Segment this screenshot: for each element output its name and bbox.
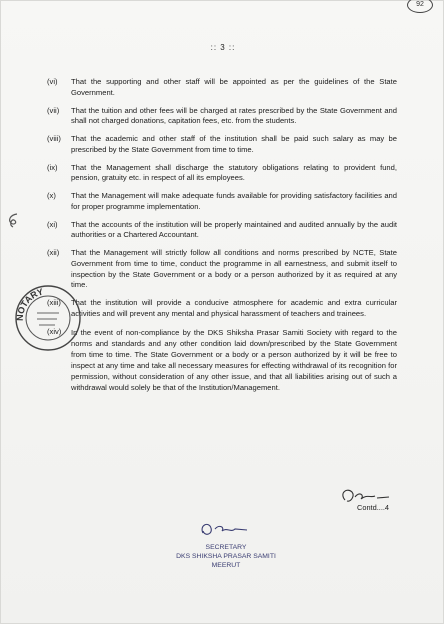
item-number: (ix): [47, 162, 58, 172]
item-number: (xii): [47, 248, 60, 258]
continued-note: Contd....4: [357, 503, 390, 512]
page-number: :: 3 ::: [210, 43, 236, 52]
item-number: (xiv): [47, 326, 62, 336]
corner-page-number: 92: [407, 0, 433, 13]
list-item: [47, 134, 397, 155]
secretary-title: SECRETARY: [205, 544, 247, 551]
item-text: That the academic and other staff of the institution shall be paid such salary as may be prescribed by the State Government from time to time.: [71, 134, 397, 154]
item-text: That the Management shall discharge the statutory obligations relating to provident fund, pension, gratuity etc. in respect of all its employees.: [71, 162, 397, 183]
list-item: [47, 220, 397, 241]
conditions-list: [47, 77, 397, 400]
signature-secretary: [197, 519, 251, 541]
item-text: That the supporting and other staff will be appointed as per the guidelines of the State Government.: [71, 77, 397, 97]
item-text: That the accounts of the institution will be properly maintained and audited annually by the audit authorities or a Chartered Accountant.: [71, 219, 397, 240]
list-item: [47, 298, 397, 319]
list-item: [47, 248, 397, 290]
item-text: That the Management will strictly follow all conditions and norms prescribed by NCTE, State Government from time to time, conduct the programme in all earnestness, and submit itself to inspection by the State Government or a body or a person authorized by it as required at any time.: [71, 248, 397, 290]
notary-stamp: [13, 283, 83, 353]
secretary-city: MEERUT: [211, 562, 241, 569]
secretary-org: DKS SHIKSHA PRASAR SAMITI: [176, 553, 276, 560]
svg-text:NOTARY: [15, 286, 45, 321]
stamp-text: NOTARY: [14, 286, 45, 322]
item-text: In the event of non-compliance by the DKS Shiksha Prasar Samiti Society with regard to the norms and standards and any other condition laid down/prescribed by the State Government from time to time. The State Government or a body or a person authorized by it will be free to inspect at any time and take all necessary measures for effecting withdrawal of its recognition for permission, without consideration of any other issue, and that all liabilities arising out of such a withdrawal would solely be that of the Institution/Management.: [71, 327, 397, 392]
item-number: (x): [47, 191, 56, 201]
item-text: That the institution will provide a conducive atmosphere for academic and extra curricular activities and will prevent any mental and physical harassment of teachers and trainees.: [71, 298, 397, 318]
item-number: (vi): [47, 77, 58, 86]
secretary-block: [151, 543, 301, 570]
item-number: (xiii): [47, 298, 61, 308]
list-item: [47, 163, 397, 184]
item-number: (viii): [47, 134, 61, 144]
item-text: That the Management will make adequate funds available for providing satisfactory facilities and for proper programme implementation.: [71, 191, 397, 211]
list-item: [47, 77, 397, 98]
item-text: That the tuition and other fees will be charged at rates prescribed by the State Government and shall not charged donations, capitation fees, etc. from the students.: [71, 105, 397, 126]
list-item: [47, 191, 397, 212]
pen-mark-icon: [5, 211, 21, 229]
item-number: (xi): [47, 219, 58, 229]
item-number: (vii): [47, 105, 60, 115]
list-item: [47, 106, 397, 127]
list-item: [47, 327, 397, 393]
